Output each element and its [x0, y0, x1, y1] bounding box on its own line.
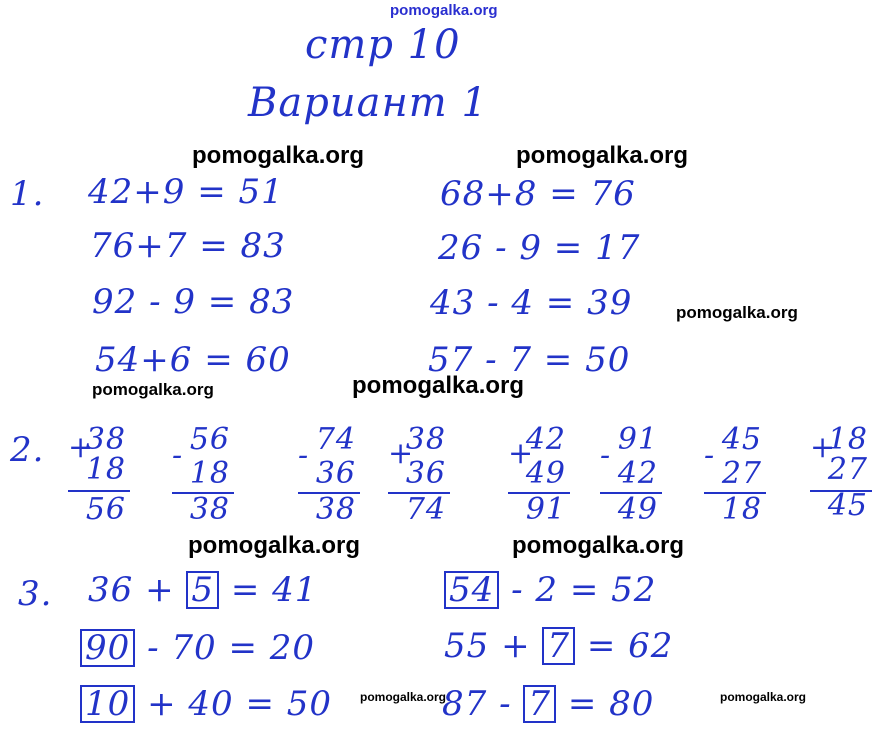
column-calc [508, 422, 570, 527]
eq-suffix: = 41 [230, 570, 318, 610]
task1-left-eq-1: 42+9 = 51 [88, 172, 284, 212]
calc-sign: + [508, 436, 535, 471]
task3-right-eq-3 [442, 684, 654, 724]
task1-left-eq-4: 54+6 = 60 [95, 340, 291, 380]
page-number-heading: стр 10 [305, 22, 461, 68]
eq-suffix: - 70 = 20 [147, 628, 316, 668]
task2-number: 2. [10, 430, 45, 470]
calc-result: 45 [827, 488, 868, 523]
task1-right-eq-1: 68+8 = 76 [440, 174, 636, 214]
task1-right-eq-2: 26 - 9 = 17 [438, 228, 641, 268]
column-calc [704, 422, 766, 527]
column-calc [388, 422, 450, 527]
calc-result: 56 [85, 492, 126, 527]
column-calc [810, 422, 872, 522]
calc-operand-b: 49 [525, 456, 566, 491]
column-calc [600, 422, 662, 527]
watermark: pomogalka.org [92, 380, 214, 399]
calc-sign: - [172, 438, 184, 473]
task3-left-eq-3 [80, 684, 332, 724]
calc-sign: - [704, 438, 716, 473]
calc-operand-a: 42 [525, 422, 566, 457]
calc-operand-a: 74 [315, 422, 356, 457]
column-calc [172, 422, 234, 527]
answer-box: 7 [523, 685, 556, 723]
watermark: pomogalka.org [676, 303, 798, 322]
calc-operand-a: 56 [189, 422, 230, 457]
task3-number: 3. [18, 574, 53, 614]
answer-box: 7 [542, 627, 575, 665]
watermark: pomogalka.org [360, 690, 447, 704]
watermark-top-link[interactable]: pomogalka.org [390, 2, 498, 19]
calc-result: 38 [315, 492, 356, 527]
calc-operand-b: 36 [405, 456, 446, 491]
calc-result: 74 [405, 492, 446, 527]
answer-box: 90 [80, 629, 135, 667]
calc-result: 91 [525, 492, 566, 527]
watermark: pomogalka.org [720, 690, 807, 704]
calc-operand-b: 27 [827, 452, 868, 487]
calc-operand-b: 18 [189, 456, 230, 491]
eq-suffix: + 40 = 50 [147, 684, 333, 724]
task1-left-eq-3: 92 - 9 = 83 [92, 282, 295, 322]
task1-right-eq-4: 57 - 7 = 50 [428, 340, 631, 380]
task1-left-eq-2: 76+7 = 83 [90, 226, 286, 266]
eq-prefix: 36 + [88, 570, 175, 610]
task3-right-eq-2 [444, 626, 673, 666]
eq-suffix: = 62 [586, 626, 674, 666]
answer-box: 5 [186, 571, 219, 609]
task3-left-eq-1 [88, 570, 317, 610]
answer-box: 10 [80, 685, 135, 723]
calc-sign: + [388, 436, 415, 471]
calc-sign: - [600, 438, 612, 473]
calc-operand-a: 18 [827, 422, 868, 457]
task3-left-eq-2 [80, 628, 315, 668]
task1-number: 1. [10, 174, 45, 214]
watermark: pomogalka.org [188, 532, 361, 559]
eq-suffix: = 80 [567, 684, 655, 724]
calc-operand-a: 45 [721, 422, 762, 457]
calc-operand-b: 18 [85, 452, 126, 487]
calc-operand-a: 91 [617, 422, 658, 457]
calc-result: 49 [617, 492, 658, 527]
calc-sign: - [298, 438, 310, 473]
eq-prefix: 55 + [444, 626, 531, 666]
column-calc [68, 422, 130, 527]
watermark: pomogalka.org [192, 142, 365, 169]
variant-heading: Вариант 1 [248, 80, 488, 126]
task1-right-eq-3: 43 - 4 = 39 [430, 283, 633, 323]
calc-sign: + [68, 430, 95, 465]
calc-operand-b: 36 [315, 456, 356, 491]
calc-sign: + [810, 430, 837, 465]
answer-box: 54 [444, 571, 499, 609]
watermark: pomogalka.org [352, 372, 525, 399]
watermark: pomogalka.org [516, 142, 689, 169]
watermark: pomogalka.org [512, 532, 685, 559]
calc-operand-b: 27 [721, 456, 762, 491]
eq-prefix: 87 - [442, 684, 512, 724]
calc-operand-a: 38 [405, 422, 446, 457]
calc-operand-a: 38 [85, 422, 126, 457]
task3-right-eq-1 [444, 570, 656, 610]
eq-suffix: - 2 = 52 [511, 570, 657, 610]
calc-operand-b: 42 [617, 456, 658, 491]
calc-result: 18 [721, 492, 762, 527]
calc-result: 38 [189, 492, 230, 527]
column-calc [298, 422, 360, 527]
